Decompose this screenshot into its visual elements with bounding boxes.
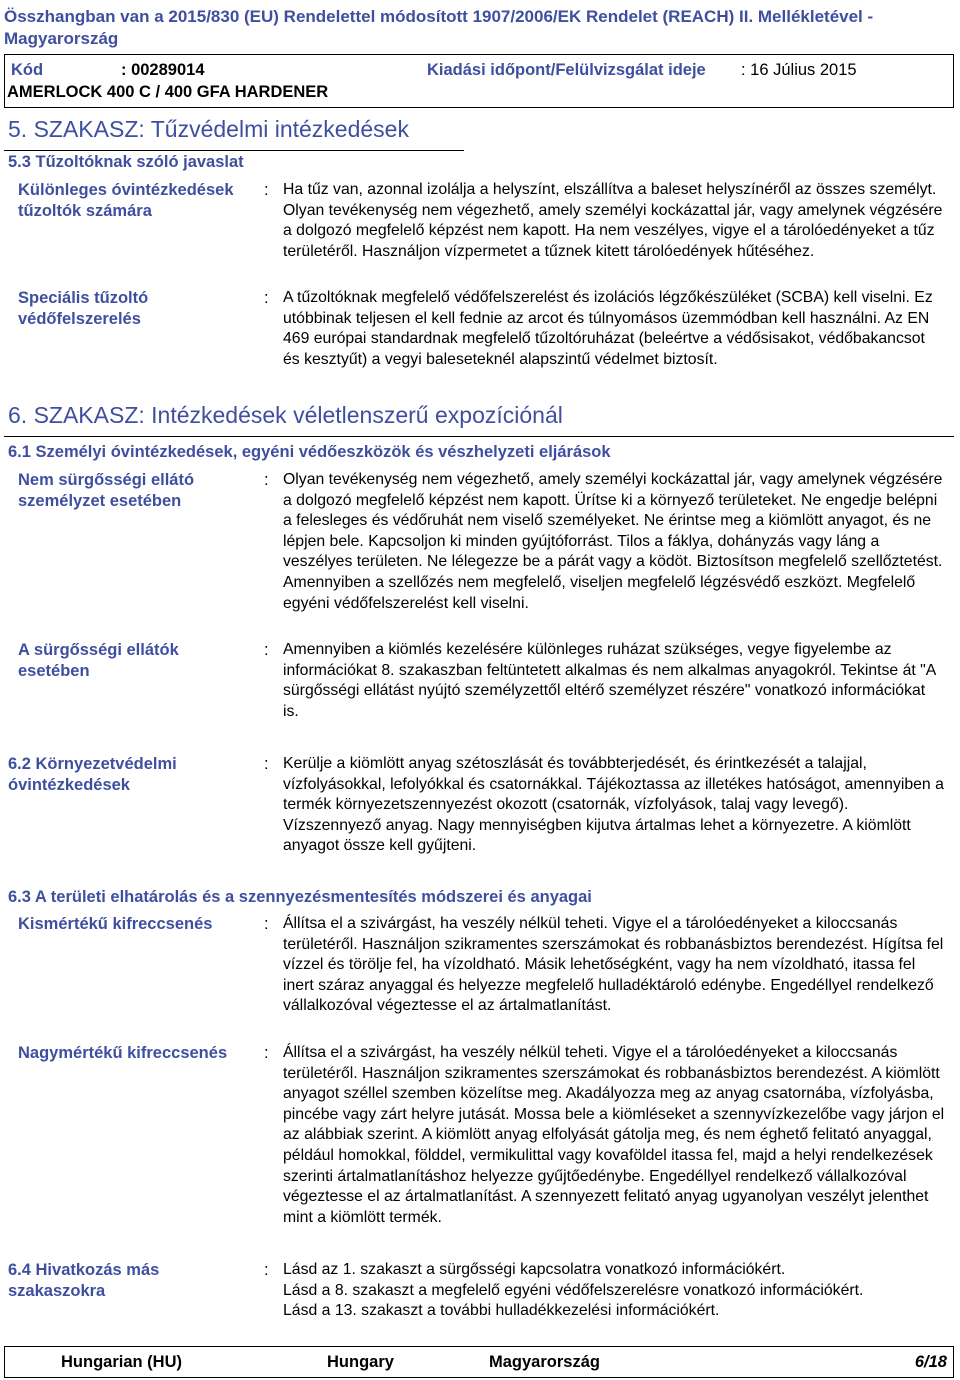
footer-country: Hungary bbox=[327, 1353, 394, 1371]
section5-title: 5. SZAKASZ: Tűzvédelmi intézkedések bbox=[8, 116, 409, 142]
colon: : bbox=[264, 641, 269, 659]
code-label: Kód bbox=[11, 61, 44, 79]
reference-line: Lásd a 13. szakaszt a további hulladékkezelési információkért. bbox=[283, 1302, 720, 1320]
colon: : bbox=[264, 471, 269, 489]
label-special-precautions: Különleges óvintézkedések tűzoltók számára bbox=[18, 181, 234, 220]
section6-title: 6. SZAKASZ: Intézkedések véletlenszerű expozíciónál bbox=[8, 402, 563, 428]
section5-3-heading: 5.3 Tűzoltóknak szóló javaslat bbox=[8, 153, 244, 171]
regulation-title: Összhangban van a 2015/830 (EU) Rendelettel módosított 1907/2006/EK Rendelet (REACH) II. Mellékletével - Magyarország bbox=[4, 7, 874, 48]
text-emergency-responders: Amennyiben a kiömlés kezelésére különleges ruházat szükséges, vegye figyelembe az információkat 8. szakaszban feltüntetett alkalmas és nem alkalmas anyagokról. Tekintse át "A sürgősségi ellátást nyújtó személyzettől eltérő személyzet részére" vonatkozó információkat is. bbox=[283, 641, 936, 720]
footer-language: Hungarian (HU) bbox=[61, 1353, 182, 1371]
text-environmental: Kerülje a kiömlött anyag szétoszlását és továbbterjedését, és érintkezését a talajjal, vízfolyásokkal, lefolyókkal és csatornákkal. Tájékoztassa az illetékes hatóságot, amennyiben a termék környezetszennyezést okozott (csatornák, vízfolyások, talaj vagy levegő). Vízszennyező anyag. Nagy mennyiségben kijutva ártalmas lehet a környezetre. A kiömlött anyagot össze kell gyűjteni. bbox=[283, 755, 944, 855]
section6-rule bbox=[4, 436, 954, 437]
label-small-spill: Kismértékű kifreccsenés bbox=[18, 915, 213, 933]
text-small-spill: Állítsa el a szivárgást, ha veszély nélkül teheti. Vigye el a tárolóedényeket a kiloccsanás területéről. Használjon szikramentes szerszámokat és robbanásbiztos berendezést. Hígítsa fel vízzel és törölje fel, ha vízoldható. Másik lehetőségként, vagy ha nem vízoldható, itassa fel inert száraz anyaggal és helyezze megfelelő hulladéktároló edénybe. Engedéllyel rendelkező vállalkozóval végeztesse el az ártalmatlanítást. bbox=[283, 915, 944, 1015]
colon: : bbox=[264, 915, 269, 933]
colon: : bbox=[264, 1261, 269, 1279]
reference-line: Lásd a 8. szakaszt a megfelelő egyéni védőfelszerelésre vonatkozó információkért. bbox=[283, 1281, 864, 1299]
document-header bbox=[4, 54, 954, 108]
colon: : bbox=[264, 1044, 269, 1062]
text-references bbox=[283, 1260, 945, 1322]
label-large-spill: Nagymértékű kifreccsenés bbox=[18, 1044, 228, 1062]
page-footer bbox=[4, 1346, 954, 1378]
date-value: : 16 Július 2015 bbox=[741, 61, 857, 79]
label-environmental: 6.2 Környezetvédelmi óvintézkedések bbox=[8, 755, 177, 794]
label-emergency-responders: A sürgősségi ellátók esetében bbox=[18, 641, 179, 680]
code-value: : 00289014 bbox=[121, 61, 205, 79]
label-non-emergency: Nem sürgősségi ellátó személyzet esetében bbox=[18, 471, 195, 510]
section6-3-heading: 6.3 A területi elhatárolás és a szennyezésmentesítés módszerei és anyagai bbox=[8, 888, 592, 906]
text-non-emergency: Olyan tevékenység nem végezhető, amely személyi kockázattal jár, vagy amelynek végzésére a dolgozó megfelelő képzést nem kapott. Ürítse ki a környező területeket. Ne engedje belépni a felesleges és védőruhát nem viselő személyeket. Ne érintse meg a kiömlött anyagot, és ne lépjen bele. Kapcsoljon ki minden gyújtóforrást. Tilos a fáklya, dohányzás vagy láng a veszélyes területen. Ne lélegezze be a párát vagy a ködöt. Biztosítson megfelelő szellőztetést. Amennyiben a szellőzés nem megfelelő, viseljen megfelelő légzésvédő eszközt. Megfelelő egyéni védőfelszerelést kell viselni. bbox=[283, 471, 943, 612]
text-special-precautions: Ha tűz van, azonnal izolálja a helyszínt, elszállítva a baleset helyszínéről az összes személyt. Olyan tevékenység nem végezhető, amely személyi kockázattal jár, vagy amelynek végzésére a dolgozó megfelelő képzést nem kapott. Ha nem veszélyes, vigye el a tárolóedényeket a tűz területéről. Használjon vízpermetet a tűznek kitett tárolóedények hűtéséhez. bbox=[283, 181, 943, 260]
section5-rule bbox=[4, 150, 464, 151]
section6-1-heading: 6.1 Személyi óvintézkedések, egyéni védőeszközök és vészhelyzeti eljárások bbox=[8, 443, 611, 461]
date-label: Kiadási időpont/Felülvizsgálat ideje bbox=[427, 61, 706, 79]
label-protective-equipment: Speciális tűzoltó védőfelszerelés bbox=[18, 289, 149, 328]
reference-line: Lásd az 1. szakaszt a sürgősségi kapcsolatra vonatkozó információkért. bbox=[283, 1261, 786, 1278]
text-large-spill: Állítsa el a szivárgást, ha veszély nélkül teheti. Vigye el a tárolóedényeket a kiloccsanás területéről. Használjon szikramentes szerszámokat és robbanásbiztos berendezést. A kiömlött anyagot széllel szemben közelítse meg. Akadályozza meg az anyag csatornába, vízfolyásba, pincébe vagy zárt helyre jutását. Mossa bele a kiömléseket a szennyvízkezelőbe vagy járjon el az alábbiak szerint. A kiömlött anyag elfolyását gátolja meg, és nem éghető felitató anyaggal, például homokkal, földdel, vermikulittal vagy kovaföldel itassa fel, majd a helyi rendelkezések szerinti ártalmatlanításhoz helyezze gyűjtőedénybe. Engedéllyel rendelkező vállalkozóval végeztesse el az ártalmatlanítást. A szennyezett felitató anyag ugyanolyan veszélyt jelenthet mint a kiömlött termék. bbox=[283, 1044, 945, 1226]
product-name: AMERLOCK 400 C / 400 GFA HARDENER bbox=[7, 83, 329, 101]
label-references: 6.4 Hivatkozás más szakaszokra bbox=[8, 1261, 160, 1300]
text-protective-equipment: A tűzoltóknak megfelelő védőfelszerelést és izolációs légzőkészüléket (SCBA) kell viselni. Ez utóbbinak teljesen el kell fednie az arcot és túlnyomásos üzemmódban kell használni. Az EN 469 európai standardnak megfelelő tűzoltóruházat (beleértve a védősisakot, védőbakancsot és kesztyűt) a vegyi baleseteknél alapszintű védelmet biztosít. bbox=[283, 289, 933, 368]
footer-page-number: 6/18 bbox=[914, 1353, 947, 1371]
colon: : bbox=[264, 755, 269, 773]
colon: : bbox=[264, 181, 269, 199]
colon: : bbox=[264, 289, 269, 307]
footer-country-local: Magyarország bbox=[489, 1353, 600, 1371]
